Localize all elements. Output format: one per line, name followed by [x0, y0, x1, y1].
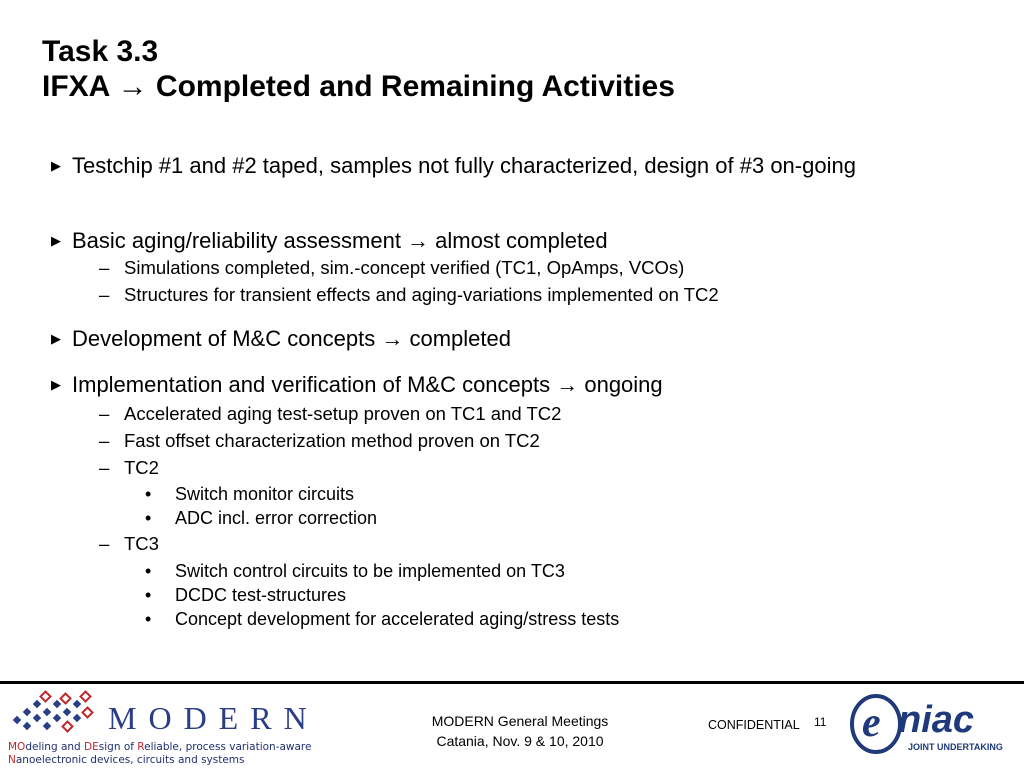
dash-bullet-icon: – [99, 533, 110, 554]
sub-sub-bullet-item [145, 583, 347, 607]
dot-bullet-icon: • [145, 561, 152, 581]
title-prefix: IFXA [42, 70, 110, 103]
bullet-item [51, 371, 952, 398]
sub-sub-bullet-item [145, 607, 620, 631]
bullet-text: Basic aging/reliability assessment → almost completed [72, 228, 608, 253]
dash-bullet-icon: – [99, 257, 110, 278]
dash-bullet-icon: – [99, 284, 110, 305]
sub-sub-bullet-text: DCDC test-structures [175, 585, 347, 605]
tagline-part: eliable, process variation-aware [144, 741, 312, 753]
bullet-item [51, 325, 952, 352]
sub-sub-bullet-text: ADC incl. error correction [175, 508, 378, 528]
meeting-info [400, 711, 640, 751]
dot-bullet-icon: • [145, 508, 152, 528]
bullet-text: Implementation and verification of M&C concepts → ongoing [72, 372, 663, 397]
tagline-line-2 [8, 754, 368, 767]
sub-bullet-text: Simulations completed, sim.-concept verified (TC1, OpAmps, VCOs) [124, 257, 685, 278]
modern-tagline [8, 741, 368, 767]
confidential-label: CONFIDENTIAL [708, 718, 800, 732]
triangle-bullet-icon: ▶ [51, 233, 61, 248]
slide-title [42, 34, 675, 104]
bullet-text: Development of M&C concepts → completed [72, 326, 511, 351]
sub-sub-bullet-text: Concept development for accelerated aging/stress tests [175, 609, 620, 629]
sub-sub-bullet-item [145, 482, 355, 506]
meeting-date: Catania, Nov. 9 & 10, 2010 [436, 733, 604, 749]
svg-text:JOINT UNDERTAKING: JOINT UNDERTAKING [908, 742, 1003, 752]
triangle-bullet-icon: ▶ [51, 158, 61, 173]
tagline-n: N [8, 754, 16, 766]
dash-bullet-icon: – [99, 457, 110, 478]
sub-sub-bullet-item [145, 559, 565, 583]
dot-bullet-icon: • [145, 585, 152, 605]
dot-bullet-icon: • [145, 484, 152, 504]
tagline-line-1 [8, 741, 368, 754]
dot-bullet-icon: • [145, 609, 152, 629]
sub-sub-bullet-item [145, 506, 378, 530]
page-number: 11 [814, 715, 827, 729]
modern-logo-text: MODERN [108, 700, 319, 736]
sub-bullet-text: Structures for transient effects and aging-variations implemented on TC2 [124, 284, 719, 305]
sub-bullet-item [99, 256, 685, 280]
sub-sub-bullet-text: Switch monitor circuits [175, 484, 355, 504]
footer-divider [0, 681, 1024, 684]
title-suffix: Completed and Remaining Activities [155, 70, 675, 103]
tagline-mo: MO [8, 741, 26, 753]
sub-bullet-item [99, 532, 159, 556]
sub-bullet-item [99, 456, 159, 480]
eniac-logo-icon [846, 688, 1016, 758]
sub-bullet-text: Accelerated aging test-setup proven on TC1 and TC2 [124, 403, 562, 424]
triangle-bullet-icon: ▶ [51, 377, 61, 392]
sub-bullet-item [99, 429, 540, 453]
arrow-right-icon: → [117, 70, 148, 103]
title-line-1: Task 3.3 [42, 35, 159, 68]
bullet-text: Testchip #1 and #2 taped, samples not fully characterized, design of #3 on-going [72, 153, 856, 178]
dash-bullet-icon: – [99, 403, 110, 424]
bullet-item [51, 227, 952, 254]
sub-sub-bullet-text: Switch control circuits to be implemented on TC3 [175, 561, 565, 581]
bullet-item [51, 152, 952, 179]
sub-bullet-text: TC2 [124, 457, 159, 478]
triangle-bullet-icon: ▶ [51, 331, 61, 346]
tagline-part: anoelectronic devices, circuits and systems [15, 754, 245, 766]
dash-bullet-icon: – [99, 430, 110, 451]
tagline-r: R [137, 741, 145, 753]
sub-bullet-item [99, 283, 719, 307]
svg-text:niac: niac [898, 699, 975, 741]
sub-bullet-text: TC3 [124, 533, 159, 554]
tagline-part: sign of [98, 741, 138, 753]
sub-bullet-text: Fast offset characterization method proven on TC2 [124, 430, 540, 451]
meeting-title: MODERN General Meetings [431, 713, 609, 729]
svg-text:e: e [862, 700, 881, 746]
title-line-2 [42, 69, 675, 104]
sub-bullet-item [99, 402, 562, 426]
tagline-de: DE [84, 741, 99, 753]
tagline-part: deling and [25, 741, 85, 753]
